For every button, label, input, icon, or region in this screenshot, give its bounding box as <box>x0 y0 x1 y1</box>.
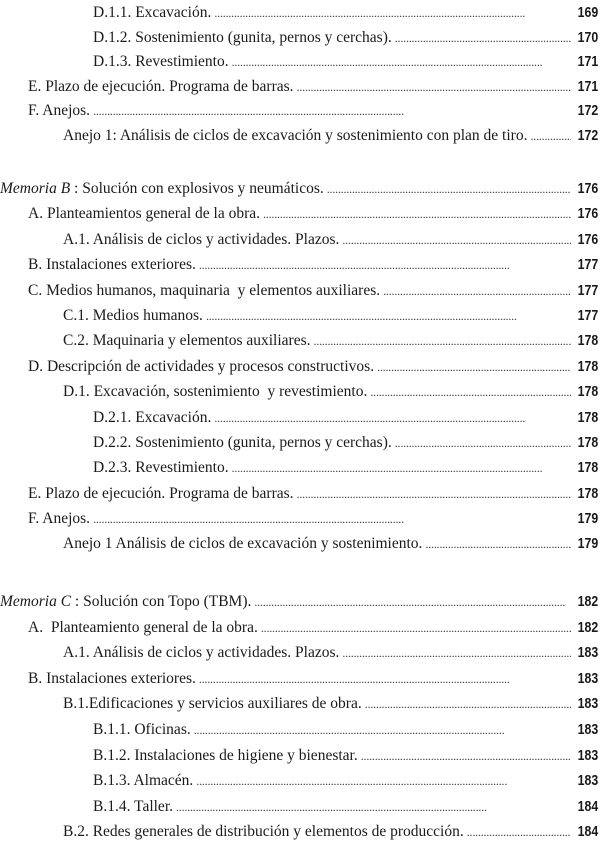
toc-entry-title <box>93 459 229 477</box>
page-number: 178 <box>577 333 598 350</box>
page-number: 176 <box>577 206 598 223</box>
toc-entry-text: : Solución con explosivos y neumáticos. <box>70 180 324 197</box>
toc-entry-title <box>93 434 392 452</box>
toc-entry-title <box>0 593 251 611</box>
toc-entry-title <box>28 256 196 274</box>
toc-entry <box>0 29 598 54</box>
toc-entry-title <box>28 670 196 688</box>
toc-entry-title <box>63 823 464 841</box>
toc-entry-title <box>63 535 422 553</box>
toc-entry <box>0 593 598 619</box>
dot-leader <box>297 80 571 95</box>
toc-entry <box>0 510 598 535</box>
toc-entry-title <box>93 53 229 71</box>
dot-leader <box>370 385 570 400</box>
toc-entry <box>0 78 598 103</box>
toc-entry-title <box>28 510 90 528</box>
toc-entry-text: B.1.2. Instalaciones de higiene y bienestar. <box>93 746 358 764</box>
toc-entry <box>0 535 598 560</box>
toc-entry-text: : Solución con Topo (TBM). <box>71 593 252 610</box>
page-number: 183 <box>577 645 598 662</box>
toc-section-memoria-c <box>0 593 598 849</box>
dot-leader <box>214 6 570 21</box>
toc-entry <box>0 180 598 205</box>
toc-entry-text: C.2. Maquinaria y elementos auxiliares. <box>63 332 311 350</box>
toc-entry <box>0 619 598 645</box>
page-number: 176 <box>577 181 598 197</box>
toc-entry-title <box>28 205 260 223</box>
page-number: 177 <box>577 307 598 324</box>
toc-entry <box>0 485 598 510</box>
page-number: 179 <box>577 511 598 528</box>
dot-leader <box>206 309 571 324</box>
page-number: 184 <box>577 824 598 841</box>
page-number: 177 <box>577 257 598 274</box>
dot-leader <box>327 182 571 197</box>
page-number: 183 <box>577 696 598 713</box>
toc-section-memoria-b <box>0 180 598 561</box>
dot-leader <box>297 487 571 502</box>
page-number: 178 <box>577 384 598 401</box>
page-number: 178 <box>577 460 598 477</box>
toc-entry <box>0 102 598 127</box>
toc-entry <box>0 798 598 824</box>
toc-entry-title <box>63 695 362 713</box>
toc-entry <box>0 332 598 357</box>
dot-leader <box>196 774 570 789</box>
dot-leader <box>467 825 571 840</box>
dot-leader <box>342 646 570 661</box>
dot-leader <box>199 672 571 687</box>
dot-leader <box>395 436 571 451</box>
page-number: 179 <box>577 536 598 553</box>
toc-entry-text: B.1.Edificaciones y servicios auxiliares de obra. <box>63 695 362 713</box>
toc-entry <box>0 434 598 459</box>
page-number: 183 <box>577 721 598 738</box>
dot-leader <box>176 800 571 815</box>
toc-entry <box>0 695 598 721</box>
toc-entry-title <box>28 282 380 300</box>
page-number: 178 <box>577 434 598 451</box>
toc-entry-text: Anejo 1: Análisis de ciclos de excavación y sostenimiento con plan de tiro. <box>63 126 528 144</box>
toc-entry-title <box>93 409 211 427</box>
toc-entry-text: B.1.4. Taller. <box>93 797 173 815</box>
toc-entry <box>0 282 598 307</box>
toc-entry <box>0 747 598 773</box>
memoria-label: Memoria C <box>0 593 72 610</box>
page-number: 176 <box>577 231 598 248</box>
toc-entry <box>0 823 598 849</box>
toc-entry-title <box>63 127 527 145</box>
toc-entry-title <box>28 485 294 503</box>
page-number: 171 <box>577 78 598 95</box>
dot-leader <box>314 334 571 349</box>
toc-entry-title <box>28 78 294 96</box>
toc-entry-text: D. Descripción de actividades y procesos constructivos. <box>28 357 375 375</box>
page-number: 178 <box>577 485 598 502</box>
toc-entry <box>0 205 598 230</box>
dot-leader <box>425 537 570 552</box>
toc-entry-title <box>28 358 374 376</box>
toc-entry-title <box>63 383 367 401</box>
toc-entry-text: F. Anejos. <box>28 510 91 528</box>
page-number: 171 <box>577 54 598 70</box>
page-number: 182 <box>577 594 598 610</box>
toc-section-memoria-a-end <box>0 4 598 151</box>
dot-leader <box>395 31 571 46</box>
page-number: 178 <box>577 409 598 426</box>
dot-leader <box>530 129 570 144</box>
toc-entry-title <box>93 4 211 22</box>
page-number: 183 <box>577 670 598 687</box>
toc-entry-text: D.1.3. Revestimiento. <box>93 53 229 70</box>
toc-entry-text: D.2.2. Sostenimiento (gunita, pernos y cerchas). <box>93 433 392 451</box>
toc-entry <box>0 358 598 383</box>
toc-entry-title <box>93 29 392 47</box>
toc-entry-text: C. Medios humanos, maquinaria y elementos auxiliares. <box>28 281 381 299</box>
dot-leader <box>93 104 571 119</box>
dot-leader <box>383 284 571 299</box>
toc-entry-text: E. Plazo de ejecución. Programa de barras. <box>28 484 294 502</box>
page-number: 178 <box>577 358 598 375</box>
page-number: 177 <box>577 282 598 299</box>
toc-entry-text: B.2. Redes generales de distribución y elementos de producción. <box>63 823 464 841</box>
page-number: 172 <box>577 103 598 119</box>
toc-entry <box>0 383 598 408</box>
toc-entry-title <box>28 102 90 120</box>
toc-entry-title <box>63 644 339 662</box>
toc-entry <box>0 644 598 670</box>
toc-entry-title <box>93 721 191 739</box>
dot-leader <box>377 360 571 375</box>
toc-entry <box>0 721 598 747</box>
toc-entry <box>0 256 598 281</box>
toc-entry-title <box>63 231 339 249</box>
toc-entry <box>0 4 598 29</box>
toc-entry <box>0 53 598 78</box>
toc-entry-text: Anejo 1 Análisis de ciclos de excavación y sostenimiento. <box>63 535 423 553</box>
toc-entry-title <box>93 772 193 790</box>
dot-leader <box>361 749 571 764</box>
toc-entry <box>0 127 598 152</box>
toc-entry-title <box>28 619 258 637</box>
dot-leader <box>342 233 570 248</box>
toc-entry-text: C.1. Medios humanos. <box>63 306 203 324</box>
toc-entry-text: B. Instalaciones exteriores. <box>28 669 196 687</box>
page-number: 169 <box>577 5 598 21</box>
toc-entry-text: B.1.1. Oficinas. <box>93 720 191 738</box>
toc-entry-text: D.2.3. Revestimiento. <box>93 459 229 477</box>
toc-entry-text: E. Plazo de ejecución. Programa de barras. <box>28 77 294 95</box>
toc-entry-title <box>93 747 358 765</box>
dot-leader <box>261 621 571 636</box>
toc-entry-text: A.1. Análisis de ciclos y actividades. Plazos. <box>63 230 340 248</box>
toc-entry-text: D.1. Excavación, sostenimiento y revestimiento. <box>63 383 368 401</box>
page-number: 183 <box>577 773 598 790</box>
toc-entry-text: A. Planteamientos general de la obra. <box>28 205 260 223</box>
page-number: 172 <box>577 127 598 144</box>
memoria-label: Memoria B <box>0 180 71 197</box>
page-number: 170 <box>577 29 598 46</box>
toc-entry-text: D.2.1. Excavación. <box>93 408 212 426</box>
toc-entry-text: B.1.3. Almacén. <box>93 772 194 790</box>
toc-entry-text: B. Instalaciones exteriores. <box>28 256 196 274</box>
toc-entry-text: A.1. Análisis de ciclos y actividades. Plazos. <box>63 644 340 662</box>
toc-entry <box>0 772 598 798</box>
page-number: 183 <box>577 747 598 764</box>
dot-leader <box>214 411 570 426</box>
toc-entry-title <box>63 307 203 325</box>
toc-entry <box>0 409 598 434</box>
dot-leader <box>194 723 571 738</box>
dot-leader <box>199 258 571 273</box>
toc-entry-title <box>63 332 311 350</box>
dot-leader <box>232 55 571 70</box>
page-number: 182 <box>577 619 598 636</box>
toc-entry-title <box>0 180 324 198</box>
dot-leader <box>365 697 571 712</box>
dot-leader <box>93 512 571 527</box>
toc-entry-title <box>93 798 173 816</box>
toc-entry <box>0 231 598 256</box>
toc-entry <box>0 670 598 696</box>
toc-entry-text: F. Anejos. <box>28 102 91 119</box>
dot-leader <box>232 461 571 476</box>
toc-entry-text: D.1.2. Sostenimiento (gunita, pernos y cerchas). <box>93 28 392 46</box>
toc-entry-text: D.1.1. Excavación. <box>93 4 212 21</box>
dot-leader <box>263 207 571 222</box>
dot-leader <box>254 595 570 610</box>
toc-entry-text: A. Planteamiento general de la obra. <box>28 618 258 636</box>
toc-entry <box>0 459 598 484</box>
page-number: 184 <box>577 798 598 815</box>
toc-entry <box>0 307 598 332</box>
